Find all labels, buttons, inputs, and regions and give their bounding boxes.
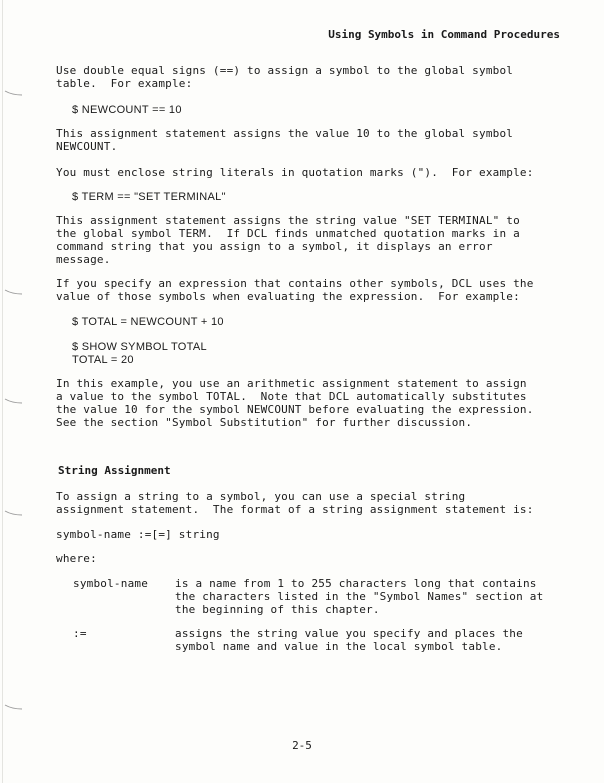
margin-tick-mark xyxy=(4,90,24,96)
example-newcount: $ NEWCOUNT == 10 xyxy=(72,104,182,116)
where-label: where: xyxy=(56,552,97,565)
paragraph-expression: If you specify an expression that contains other symbols, DCL uses the value of those symbols when evaluating the expression. For example: xyxy=(56,277,534,303)
margin-tick-mark xyxy=(4,398,24,404)
example-total: $ TOTAL = NEWCOUNT + 10 xyxy=(72,316,224,328)
format-line: symbol-name :=[=] string xyxy=(56,528,220,541)
paragraph-global-assign: Use double equal signs (==) to assign a symbol to the global symbol table. For example: xyxy=(56,64,514,90)
definition-term-symbol-name: symbol-name xyxy=(73,577,149,590)
paragraph-string-value: This assignment statement assigns the string value "SET TERMINAL" to the global symbol TERM. If DCL finds unmatched quotation marks in a command string that you assign to a symbol, it displays an error message. xyxy=(56,214,520,266)
example-show-symbol: $ SHOW SYMBOL TOTAL TOTAL = 20 xyxy=(72,341,207,366)
margin-tick-mark xyxy=(4,510,24,516)
page-number: 2-5 xyxy=(292,739,312,752)
page-edge xyxy=(2,0,3,783)
margin-tick-mark xyxy=(4,289,24,295)
margin-tick-mark xyxy=(4,704,24,710)
running-header: Using Symbols in Command Procedures xyxy=(328,28,560,41)
paragraph-string-assign-intro: To assign a string to a symbol, you can use a special string assignment statement. The format of a string assignment statement is: xyxy=(56,490,534,516)
example-term: $ TERM == "SET TERMINAL" xyxy=(72,191,226,203)
definition-term-colon-equals: := xyxy=(73,627,87,640)
section-heading-string-assignment: String Assignment xyxy=(58,464,171,477)
definition-text-colon-equals: assigns the string value you specify and places the symbol name and value in the local symbol table. xyxy=(175,627,523,653)
paragraph-assigns-value: This assignment statement assigns the value 10 to the global symbol NEWCOUNT. xyxy=(56,127,514,153)
paragraph-example-explanation: In this example, you use an arithmetic assignment statement to assign a value to the symbol TOTAL. Note that DCL automatically substitutes the value 10 for the symbol NEWCOUNT before evaluating the expression. See the section "Symbol Substitution" for further discussion. xyxy=(56,377,534,429)
definition-text-symbol-name: is a name from 1 to 255 characters long that contains the characters listed in the "Symbol Names" section at the beginning of this chapter. xyxy=(175,577,544,616)
paragraph-string-literals: You must enclose string literals in quotation marks ("). For example: xyxy=(56,166,534,179)
